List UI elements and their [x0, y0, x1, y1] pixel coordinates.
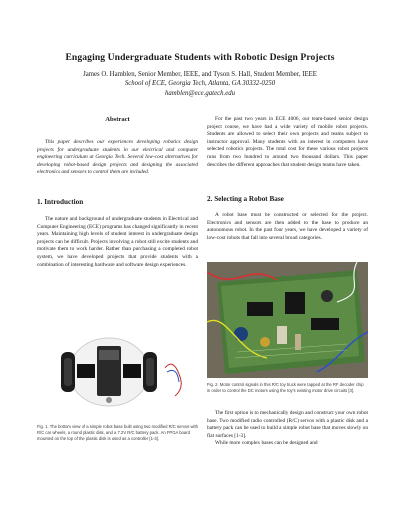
robot-base-body	[207, 212, 368, 242]
author-block	[20, 70, 380, 98]
figure-2-caption: Fig. 2. Motor control signals in this R/C toy truck were tapped at the RF decoder chip in order to control the DC motors using the toy's existing motor drive circuits [3].	[207, 382, 364, 393]
affiliation: School of ECE, Georgia Tech, Atlanta, GA 30332-0250	[124, 80, 276, 88]
authors-line: James O. Hamblen, Senior Member, IEEE, and Tyson S. Hall, Student Member, IEEE	[83, 71, 317, 78]
paper-title: Engaging Undergraduate Students with Robotic Design Projects	[65, 52, 335, 63]
first-option-body	[207, 410, 368, 448]
abstract-heading: Abstract	[105, 116, 130, 123]
figure-1-caption: Fig. 1. The bottom view of a simple robot base built using two modified R/C servos with R/C car wheels, a round plastic disk, and a 7.2V R/C battery pack. An FPGA board mounted on the top of the plastic disk is used as a controller [1-3].	[37, 424, 198, 441]
right-intro-paragraph: For the past two years in ECE 4006, our team-based senior design project course, we have had a wide variety of mobile robot projects. Students are allowed to select their own projects and teams subject to instructor approval. Many students with an interest in computers have selected robotics projects. The total cost for these various robot projects runs from two hundred to around two thousand dollars. This paper describes the different approaches that student design teams have taken.	[207, 116, 368, 168]
right-column	[207, 116, 368, 169]
figure-1	[37, 328, 198, 415]
intro-paragraph: The nature and background of undergraduate students in Electrical and Computer Engineering (ECE) programs has changed significantly in recent years. Maintaining high levels of student interest in undergraduate design projects can be difficult. Projects involving a robot still excite students and motivate them to work harder. Rather than purchasing a completed robot system, we have developed projects that provide students with a combination of interesting hardware and software design experiences.	[37, 216, 198, 268]
robot-base-heading: 2. Selecting a Robot Base	[207, 195, 284, 203]
figure-2	[207, 262, 368, 378]
rc-truck-circuit-photo	[207, 262, 368, 378]
abstract-text: This paper describes our experiences developing robotics design projects for undergraduate students in our electrical and computer engineering curriculum at Georgia Tech. Several low-cost alternatives for developing robot-based design projects and designing the associated electronics and sensors to control them are included.	[37, 139, 198, 176]
intro-heading: 1. Introduction	[37, 198, 84, 206]
first-option-paragraph: The first option is to mechanically design and construct your own robot base. Two modified radio controlled (R/C) servos with a plastic disk and a battery pack can be used to build a simple robot base that moves slowly on flat surfaces [1-3].	[207, 410, 369, 439]
email: hamblen@ece.gatech.edu	[164, 89, 236, 97]
robot-base-paragraph: A robot base must be constructed or selected for the project. Electronics and sensors are then added to the base to produce an autonomous robot. In the past four years, we have developed a variety of low-cost robots that fall into several broad categories.	[207, 212, 368, 241]
intro-body	[37, 216, 198, 269]
more-complex-paragraph: While more complex bases can be designed and	[215, 440, 318, 447]
robot-base-photo	[37, 328, 198, 415]
left-column	[37, 116, 198, 177]
